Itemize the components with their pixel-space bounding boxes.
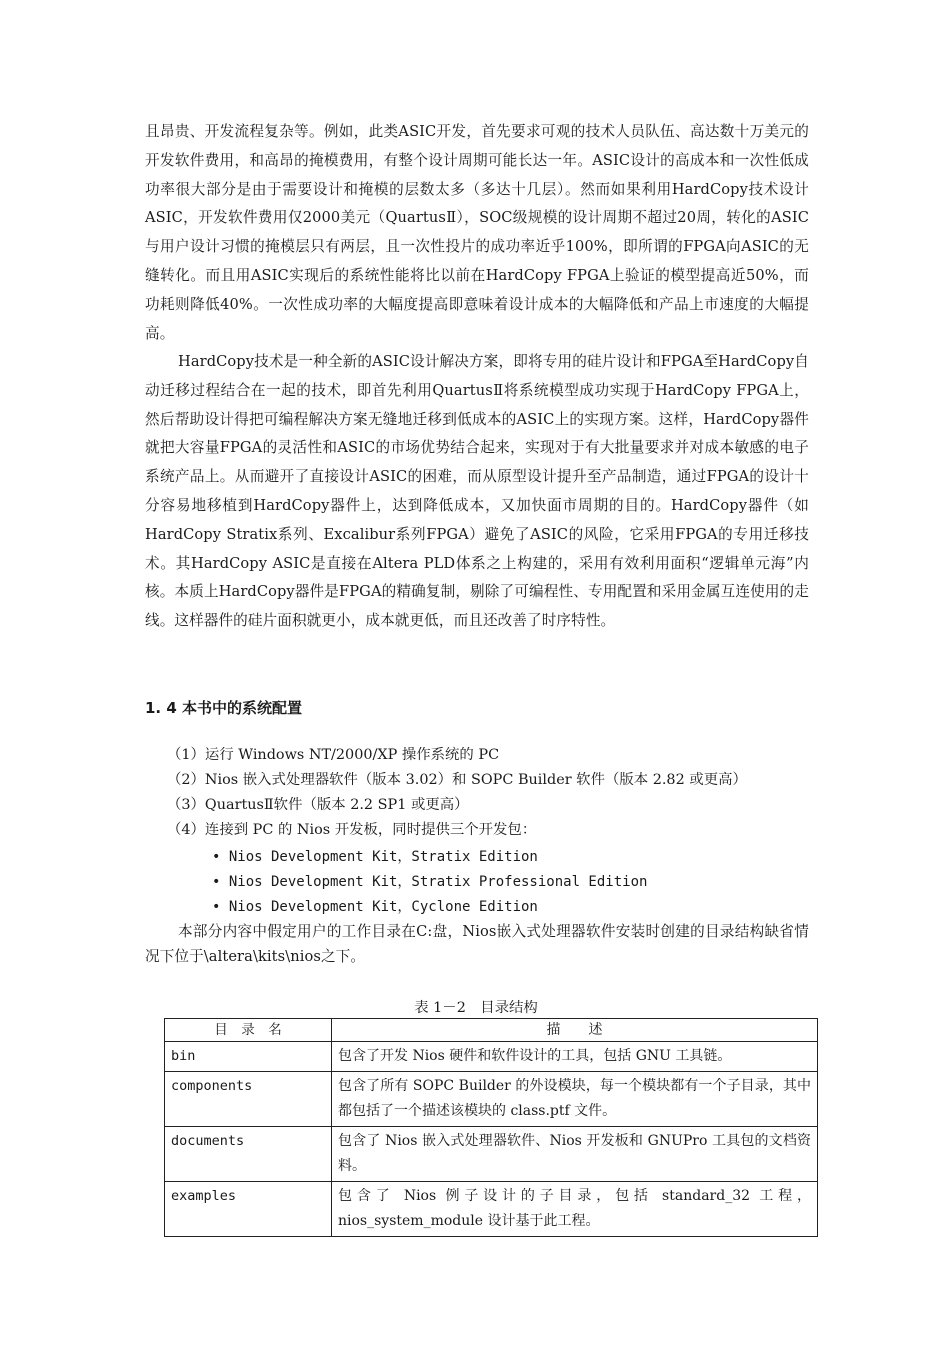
bullet-item: • Nios Development Kit，Stratix Professional Edition [212, 870, 647, 895]
body-paragraph-2: HardCopy技术是一种全新的ASIC设计解决方案，即将专用的硅片设计和FPGA至HardCopy自动迁移过程结合在一起的技术，即首先利用QuartusⅡ将系统模型成功实现于HardCopy FPGA上，然后帮助设计得把可编程解决方案无缝地迁移到低成本的ASIC上的实现方案。这样，HardCopy器件就把大容量FPGA的灵活性和ASIC的市场优势结合起来，实现对于有大批量要求并对成本敏感的电子系统产品上。从而避开了直接设计ASIC的困难，而从原型设计提升至产品制造，通过FPGA的设计十分容易地移植到HardCopy器件上，达到降低成本，又加快面市周期的目的。HardCopy器件（如HardCopy Stratix系列、Excalibur系列FPGA）避免了ASIC的风险，它采用FPGA的专用迁移技术。其HardCopy ASIC是直接在Altera PLD体系之上构建的，采用有效利用面积“逻辑单元海”内核。本质上HardCopy器件是FPGA的精确复制，剔除了可编程性、专用配置和采用金属互连使用的走线。这样器件的硅片面积就更小，成本就更低，而且还改善了时序特性。 [145, 353, 809, 630]
column-header-description: 描 述 [332, 1019, 818, 1042]
directory-table [164, 1018, 818, 1237]
list-item: （2）Nios 嵌入式处理器软件（版本 3.02）和 SOPC Builder 软件（版本 2.82 或更高） [167, 772, 747, 788]
description-cell: 包含了所有 SOPC Builder 的外设模块，每一个模块都有一个子目录，其中都包括了一个描述该模块的 class.ptf 文件。 [332, 1072, 818, 1127]
directory-name-cell: bin [165, 1042, 332, 1072]
dev-kit-list [212, 845, 647, 920]
table-row [165, 1127, 818, 1182]
body-paragraph-1: 且昂贵、开发流程复杂等。例如，此类ASIC开发，首先要求可观的技术人员队伍、高达数十万美元的开发软件费用，和高昂的掩模费用，有整个设计周期可能长达一年。ASIC设计的高成本和一次性低成功率很大部分是由于需要设计和掩模的层数太多（多达十几层）。然而如果利用HardCopy技术设计ASIC，开发软件费用仅2000美元（QuartusⅡ），SOC级规模的设计周期不超过20周，转化的ASIC与用户设计习惯的掩模层只有两层，且一次性投片的成功率近乎100%，即所谓的FPGA向ASIC的无缝转化。而且用ASIC实现后的系统性能将比以前在HardCopy FPGA上验证的模型提高近50%，而功耗则降低40%。一次性成功率的大幅度提高即意味着设计成本的大幅降低和产品上市速度的大幅提高。 [145, 123, 809, 342]
list-item: （1）运行 Windows NT/2000/XP 操作系统的 PC [167, 747, 500, 763]
directory-name-cell: documents [165, 1127, 332, 1182]
list-item: （3）QuartusⅡ软件（版本 2.2 SP1 或更高） [167, 797, 469, 813]
description-cell: 包含了开发 Nios 硬件和软件设计的工具，包括 GNU 工具链。 [332, 1042, 818, 1072]
directory-name-cell: examples [165, 1182, 332, 1237]
directory-name-cell: components [165, 1072, 332, 1127]
list-item: （4）连接到 PC 的 Nios 开发板，同时提供三个开发包： [167, 822, 537, 838]
table-row [165, 1072, 818, 1127]
requirements-list [167, 743, 747, 843]
table-caption: 表 1－2 目录结构 [414, 1000, 538, 1016]
description-cell: 包含了 Nios 嵌入式处理器软件、Nios 开发板和 GNUPro 工具包的文档资料。 [332, 1127, 818, 1182]
table-row [165, 1182, 818, 1237]
description-cell: 包含了 Nios 例子设计的子目录，包括 standard_32 工程，nios_system_module 设计基于此工程。 [332, 1182, 818, 1237]
table-row [165, 1042, 818, 1072]
bullet-item: • Nios Development Kit，Stratix Edition [212, 845, 647, 870]
section-heading: 1. 4 本书中的系统配置 [145, 699, 303, 717]
table-header-row [165, 1019, 818, 1042]
body-paragraph-3: 本部分内容中假定用户的工作目录在C:盘，Nios嵌入式处理器软件安装时创建的目录结构缺省情况下位于\altera\kits\nios之下。 [145, 923, 809, 965]
column-header-name: 目 录 名 [165, 1019, 332, 1042]
bullet-item: • Nios Development Kit，Cyclone Edition [212, 895, 647, 920]
